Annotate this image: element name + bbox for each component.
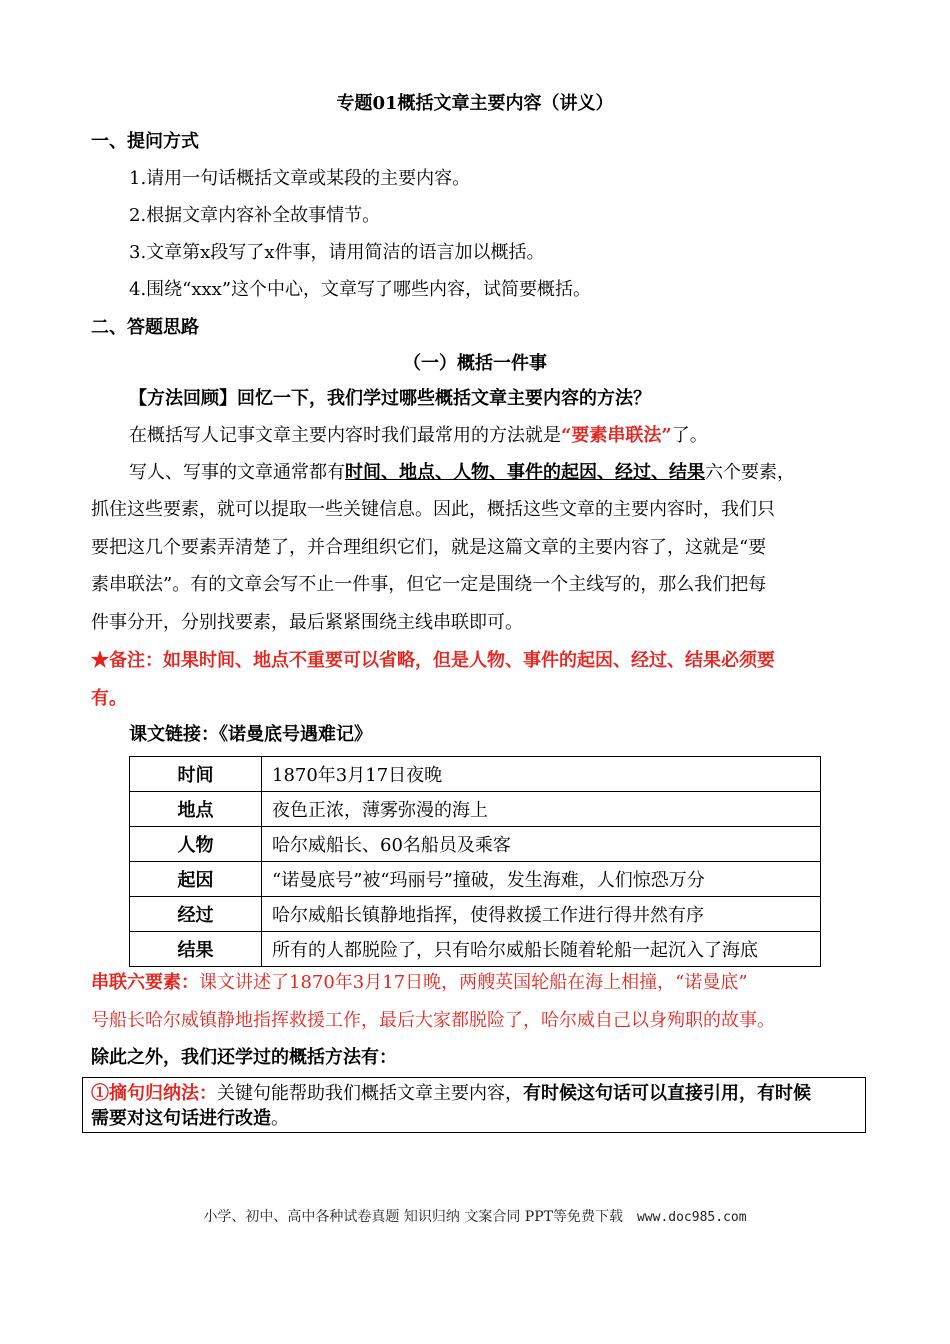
note-line: 有。 [91, 688, 127, 709]
paragraph-text: 在概括写人记事文章主要内容时我们最常用的方法就是 [129, 425, 561, 446]
box-line [91, 1106, 857, 1131]
highlight-element-chain-method: “要素串联法” [561, 425, 672, 446]
table-row [130, 897, 821, 932]
box-line [91, 1081, 857, 1106]
lesson-link: 课文链接：《诺曼底号遇难记》 [129, 724, 372, 745]
table-value-cell: 所有的人都脱险了，只有哈尔威船长随着轮船一起沉入了海底 [262, 932, 821, 967]
summary-line: 号船长哈尔威镇静地指挥救援工作，最后大家都脱险了，哈尔威自己以身殉职的故事。 [91, 1010, 775, 1031]
table-value-cell: 1870年3月17日夜晚 [262, 757, 821, 792]
paragraph-text: 写人、写事的文章通常都有 [129, 462, 345, 483]
paragraph-text: 了。 [671, 425, 708, 446]
table-row [130, 827, 821, 862]
paragraph-line: 抓住这些要素，就可以提取一些关键信息。因此，概括这些文章的主要内容时，我们只 [91, 499, 775, 520]
box-label: ①摘句归纳法： [91, 1083, 217, 1104]
footer-text: 小学、初中、高中各种试卷真题 知识归纳 文案合同 PPT等免费下载 [203, 1209, 623, 1225]
other-methods-heading: 除此之外，我们还学过的概括方法有： [91, 1047, 397, 1068]
table-row [130, 932, 821, 967]
footer [0, 1206, 950, 1226]
box-bold-text: 需要对这句话进行改造 [91, 1108, 271, 1129]
summary-line [91, 971, 748, 995]
summary-label: 串联六要素： [91, 972, 199, 993]
six-elements-table [129, 756, 821, 967]
paragraph-six-elements [129, 461, 795, 485]
paragraph-line: 素串联法”。有的文章会写不止一件事，但它一定是围绕一个主线写的，那么我们把每 [91, 574, 767, 595]
box-text: 关键句能帮助我们概括文章主要内容， [217, 1083, 523, 1104]
page-title: 专题01概括文章主要内容（讲义） [336, 93, 614, 114]
table-value-cell: 夜色正浓，薄雾弥漫的海上 [262, 792, 821, 827]
table-row [130, 862, 821, 897]
table-key-cell: 结果 [130, 932, 262, 967]
underlined-six-elements: 时间、地点、人物、事件的起因、经过、结果 [345, 462, 705, 483]
question-type-item: 3.文章第x段写了x件事，请用简洁的语言加以概括。 [129, 242, 545, 263]
table-key-cell: 地点 [130, 792, 262, 827]
section-heading-answer-approach: 二、答题思路 [91, 317, 199, 338]
method-box-quote-summary [82, 1077, 866, 1133]
table-value-cell: 哈尔威船长、60名船员及乘客 [262, 827, 821, 862]
table-row [130, 757, 821, 792]
footer-url: www.doc985.com [636, 1210, 747, 1225]
table-key-cell: 时间 [130, 757, 262, 792]
paragraph-text: 六个要素， [705, 462, 795, 483]
table-key-cell: 起因 [130, 862, 262, 897]
box-bold-text: 有时候这句话可以直接引用，有时候 [523, 1083, 811, 1104]
note-line: ★备注：如果时间、地点不重要可以省略，但是人物、事件的起因、经过、结果必须要 [91, 650, 775, 671]
table-value-cell: 哈尔威船长镇静地指挥，使得救援工作进行得井然有序 [262, 897, 821, 932]
summary-text: 课文讲述了1870年3月17日晚，两艘英国轮船在海上相撞，“诺曼底” [199, 972, 748, 993]
table-value-cell: “诺曼底号”被“玛丽号”撞破，发生海难，人们惊恐万分 [262, 862, 821, 897]
table-key-cell: 经过 [130, 897, 262, 932]
paragraph-line: 要把这几个要素弄清楚了，并合理组织它们，就是这篇文章的主要内容了，这就是“要 [91, 537, 767, 558]
subheading-summarize-one-event: （一）概括一件事 [403, 353, 547, 374]
question-type-item: 2.根据文章内容补全故事情节。 [129, 205, 381, 226]
table-row [130, 792, 821, 827]
question-type-item: 1.请用一句话概括文章或某段的主要内容。 [129, 168, 471, 189]
table-key-cell: 人物 [130, 827, 262, 862]
method-review: 【方法回顾】回忆一下，我们学过哪些概括文章主要内容的方法？ [129, 388, 651, 409]
box-text: 。 [271, 1108, 289, 1129]
question-type-item: 4.围绕“xxx”这个中心，文章写了哪些内容，试简要概括。 [129, 279, 592, 300]
paragraph-line: 件事分开，分别找要素，最后紧紧围绕主线串联即可。 [91, 612, 523, 633]
paragraph-element-method [129, 424, 708, 448]
section-heading-question-types: 一、提问方式 [91, 131, 199, 152]
